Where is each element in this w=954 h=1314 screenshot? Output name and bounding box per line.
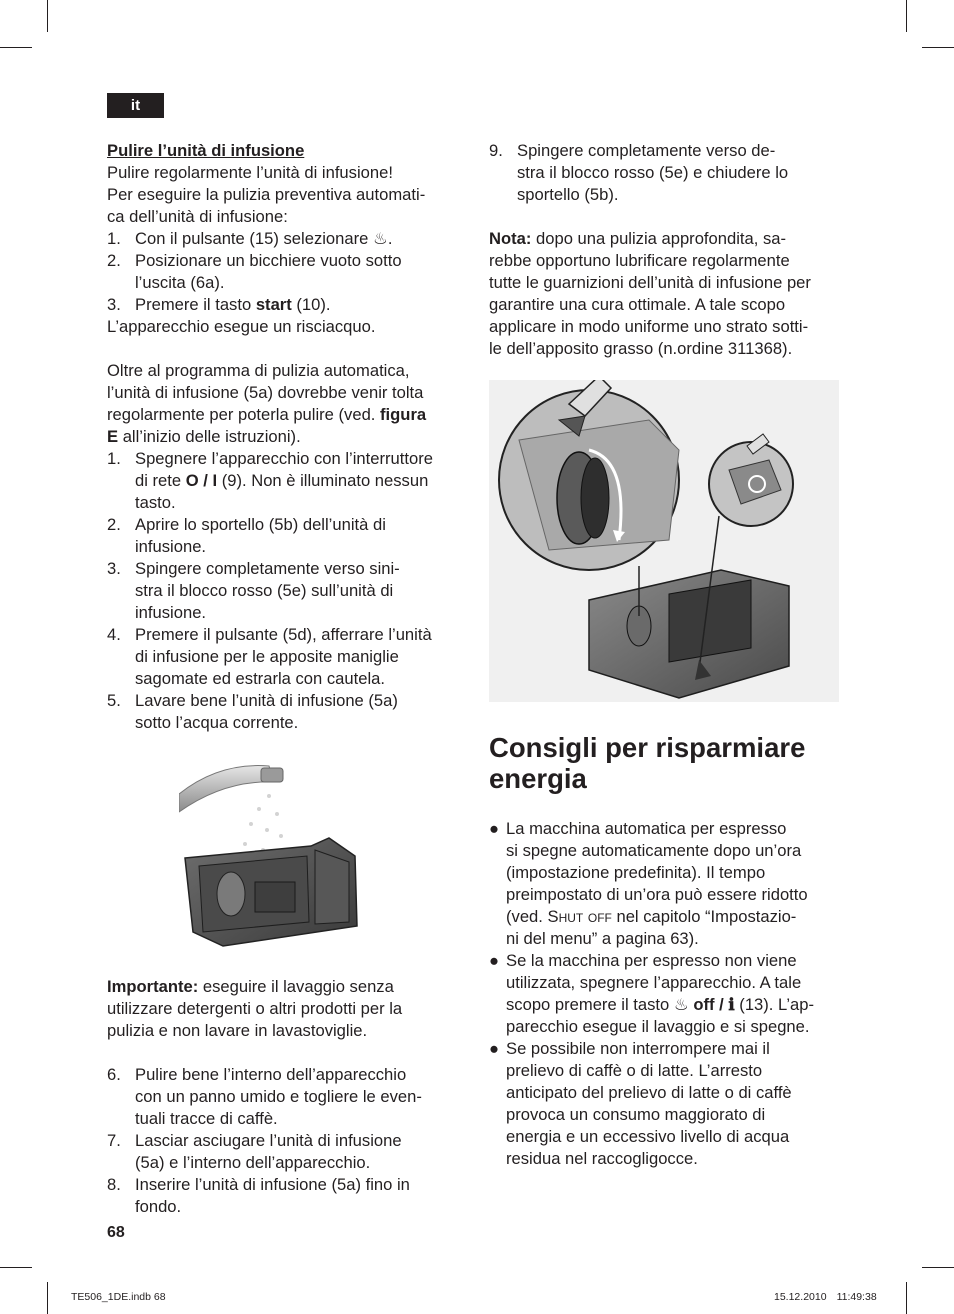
footer-file: TE506_1DE.indb 68 bbox=[71, 1291, 166, 1303]
auto-clean-steps bbox=[107, 228, 469, 316]
list-item: ● La macchina automatica per espresso si spegne automaticamente dopo un’ora (impostazione predefinita). Il tempo preimpostato di un’ora può essere ridotto (ved. Shut off nel capitolo “Impostazio- ni del menu” a pagina 63). bbox=[489, 819, 808, 948]
language-tab: it bbox=[107, 93, 164, 118]
crop-mark bbox=[47, 0, 48, 32]
crop-mark bbox=[0, 1267, 32, 1268]
important-note: Importante: eseguire il lavaggio senza bbox=[107, 977, 394, 996]
left-column bbox=[107, 140, 469, 1218]
manual-intro: regolarmente per poterla pulire (ved. figura bbox=[107, 405, 427, 424]
section-title: Consigli per risparmiare energia bbox=[489, 732, 806, 794]
list-item: 1. Spegnere l’apparecchio con l’interruttore di rete O / I (9). Non è illuminato nessun tasto. bbox=[107, 449, 433, 512]
crop-mark bbox=[922, 1267, 954, 1268]
important-note: utilizzare detergenti o altri prodotti per la bbox=[107, 999, 403, 1018]
list-item: 3. Premere il tasto start (10). bbox=[107, 295, 331, 314]
manual-intro: l’unità di infusione (5a) dovrebbe venir tolta bbox=[107, 383, 424, 402]
important-note: pulizia e non lavare in lavastoviglie. bbox=[107, 1021, 368, 1040]
intro-text: Per eseguire la pulizia preventiva automati- bbox=[107, 185, 426, 204]
list-item: ● Se possibile non interrompere mai il prelievo di caffè o di latte. L’arresto anticipato del prelievo di latte o di caffè provoca un consumo maggiorato di energia e un eccessivo livello di acqua residua nel raccogligocce. bbox=[489, 1039, 792, 1168]
shut-off-term: Shut off bbox=[547, 907, 612, 926]
step-nine bbox=[489, 140, 854, 206]
rinse-illustration bbox=[179, 754, 361, 950]
start-key: start bbox=[255, 295, 292, 314]
section-heading: Pulire l’unità di infusione bbox=[107, 141, 305, 160]
power-switch-symbol: O / I bbox=[185, 471, 218, 490]
list-item: 7. Lasciar asciugare l’unità di infusione (5a) e l’interno dell’apparecchio. bbox=[107, 1131, 402, 1172]
off-info-key: off / ℹ bbox=[693, 995, 735, 1014]
list-item: 3. Spingere completamente verso sini- stra il blocco rosso (5e) sull’unità di infusione. bbox=[107, 559, 400, 622]
note-text: Nota: dopo una pulizia approfondita, sa- bbox=[489, 229, 787, 248]
manual-intro: Oltre al programma di pulizia automatica, bbox=[107, 361, 410, 380]
intro-text: Pulire regolarmente l’unità di infusione! bbox=[107, 163, 393, 182]
note-text: applicare in modo uniforme uno strato sotti- bbox=[489, 317, 809, 336]
footer-timestamp: 15.12.2010 11:49:38 bbox=[774, 1291, 877, 1303]
list-item: 8. Inserire l’unità di infusione (5a) fino in fondo. bbox=[107, 1175, 410, 1216]
manual-clean-steps bbox=[107, 448, 469, 734]
crop-mark bbox=[922, 47, 954, 48]
note-text: le dell’apposito grasso (n.ordine 311368). bbox=[489, 339, 793, 358]
crop-mark bbox=[47, 1282, 48, 1314]
list-item: 2. Aprire lo sportello (5b) dell’unità di infusione. bbox=[107, 515, 386, 556]
crop-mark bbox=[0, 47, 32, 48]
list-item: 4. Premere il pulsante (5d), afferrare l’unità di infusione per le apposite maniglie sagomate ed estrarla con cautela. bbox=[107, 625, 432, 688]
list-item: 1. Con il pulsante (15) selezionare ♨. bbox=[107, 229, 393, 248]
list-item: 9. Spingere completamente verso de- stra il blocco rosso (5e) e chiudere lo sportello (5b). bbox=[489, 141, 789, 204]
list-item: 2. Posizionare un bicchiere vuoto sotto l’uscita (6a). bbox=[107, 251, 402, 292]
manual-intro: E all’inizio delle istruzioni). bbox=[107, 427, 301, 446]
grease-illustration bbox=[489, 380, 839, 702]
right-column bbox=[489, 140, 854, 1170]
crop-mark bbox=[906, 0, 907, 32]
rinse-note: L’apparecchio esegue un risciacquo. bbox=[107, 317, 376, 336]
list-item: ● Se la macchina per espresso non viene utilizzata, spegnere l’apparecchio. A tale scopo premere il tasto ♨ off / ℹ (13). L’ap- parecchio esegue il lavaggio e si spegne. bbox=[489, 951, 815, 1036]
list-item: 6. Pulire bene l’interno dell’apparecchio con un panno umido e togliere le even- tuali tracce di caffè. bbox=[107, 1065, 422, 1128]
note-text: tutte le guarnizioni dell’unità di infusione per bbox=[489, 273, 811, 292]
note-text: garantire una cura ottimale. A tale scopo bbox=[489, 295, 786, 314]
crop-mark bbox=[906, 1282, 907, 1314]
page-number: 68 bbox=[107, 1224, 125, 1241]
energy-tips bbox=[489, 818, 854, 1170]
note-text: rebbe opportuno lubrificare regolarmente bbox=[489, 251, 790, 270]
intro-text: ca dell’unità di infusione: bbox=[107, 207, 288, 226]
final-steps bbox=[107, 1064, 469, 1218]
list-item: 5. Lavare bene l’unità di infusione (5a) sotto l’acqua corrente. bbox=[107, 691, 398, 732]
